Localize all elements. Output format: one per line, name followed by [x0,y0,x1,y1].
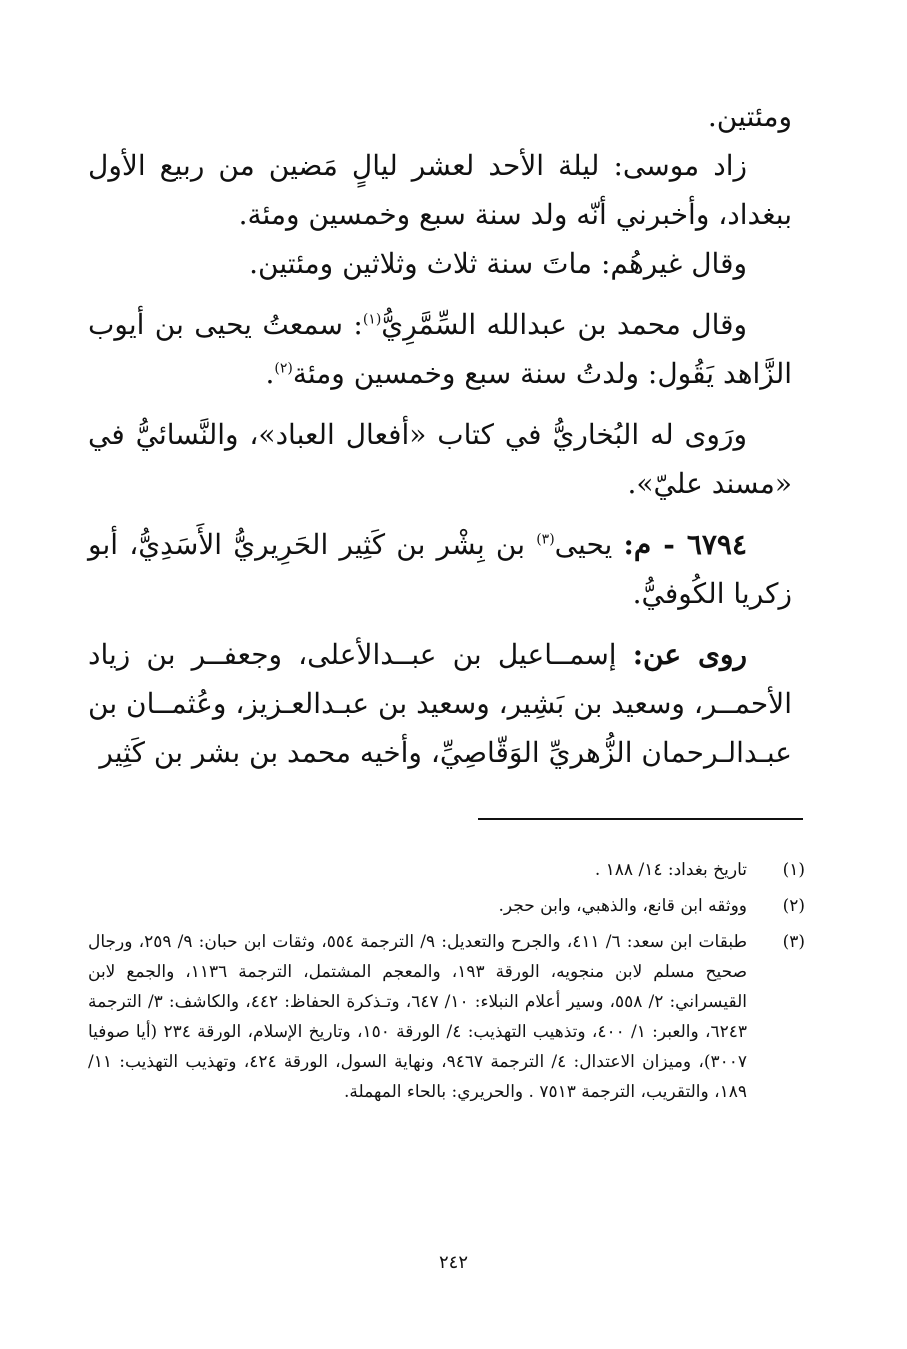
line-continuation: ومئتين. [707,100,792,133]
entry-number: ٦٧٩٤ - م: [623,528,747,561]
riwaya-label: روى عن: [632,638,747,671]
paragraph-musa: زاد موسى: ليلة الأحد لعشر ليالٍ مَضين من ربيع الأول ببغداد، وأخبرني أنّه ولد سنة سبع وخمسين ومئة. [88,149,792,231]
entry-heading [88,520,792,618]
footnote-ref-2: (٢) [274,360,293,377]
paragraph-riwaya [88,630,792,777]
footnote-text: طبقات ابن سعد: ٦/ ٤١١، والجرح والتعديل: ٩/ الترجمة ٥٥٤، وثقات ابن حبان: ٩/ ٢٥٩، ورجال صحيح مسلم لابن منجويه، الورقة ١٩٣، والمعجم المشتمل، الترجمة ١١٣٦، والجمع لابن القيسراني: ٢/ ٥٥٨، وسير أعلام النبلاء: ١٠/ ٦٤٧، وتـذكرة الحفاظ: ٤٤٢، والكاشف: ٣/ الترجمة ٦٢٤٣، والعبر: ١/ ٤٠٠، وتذهيب التهذيب: ٤/ الورقة ١٥٠، وتاريخ الإسلام، الورقة ٢٣٤ (أيا صوفيا ٣٠٠٧)، وميزان الاعتدال: ٤/ الترجمة ٩٤٦٧، ونهاية السول، الورقة ٤٢٤، وتهذيب التهذيب: ١١/ ١٨٩، والتقريب، الترجمة ٧٥١٣ . والحريري: بالحاء المهملة. [88,932,748,1102]
paragraph-sumarri [88,300,792,398]
footnote-number: (١) [782,860,805,880]
page-number: ٢٤٢ [438,1252,468,1273]
footnote-2 [88,891,805,921]
paragraph-rawa: ورَوى له البُخاريُّ في كتاب «أفعال العباد»، والنَّسائيُّ في «مسند عليّ». [88,418,792,500]
footnote-3 [88,927,805,1107]
sumarri-end: . [265,357,275,390]
footnote-1 [88,855,805,885]
sumarri-text-b: : سمعتُ يحيى بن أيوب الزَّاهد يَقُول: ولدتُ سنة سبع وخمسين ومئة [88,308,792,390]
footnote-ref-1: (١) [362,311,382,328]
footnote-separator [478,818,803,820]
footnote-number: (٣) [782,932,805,952]
footnote-ref-3: (٣) [536,531,555,548]
footnote-text: ووثقه ابن قانع، والذهبي، وابن حجر. [498,896,747,916]
footnotes [88,855,805,1113]
sumarri-text-a: وقال محمد بن عبدالله السِّمَّرِيُّ [381,308,748,341]
footnote-text: تاريخ بغداد: ١٤/ ١٨٨ . [594,860,747,880]
riwaya-text: إسمــاعيل بن عبــدالأعلى، وجعفــر بن زياد الأحمــر، وسعيد بن بَشِير، وسعيد بن عبـدالعـزيز، وعُثمــان بن عبـدالـرحمان الزُّهريِّ الوَقّاصِيِّ، وأخيه محمد بن بشر بن كَثِير [88,638,792,769]
paragraph-others: وقال غيرهُم: ماتَ سنة ثلاث وثلاثين ومئتين. [249,247,747,280]
main-text [88,92,792,777]
entry-name-b: بن بِشْر بن كَثِير الحَرِيريُّ الأَسَدِيُّ، أبو زكريا الكُوفيُّ. [88,528,792,610]
footnote-number: (٢) [782,896,805,916]
entry-name-a: يحيى [554,528,613,561]
